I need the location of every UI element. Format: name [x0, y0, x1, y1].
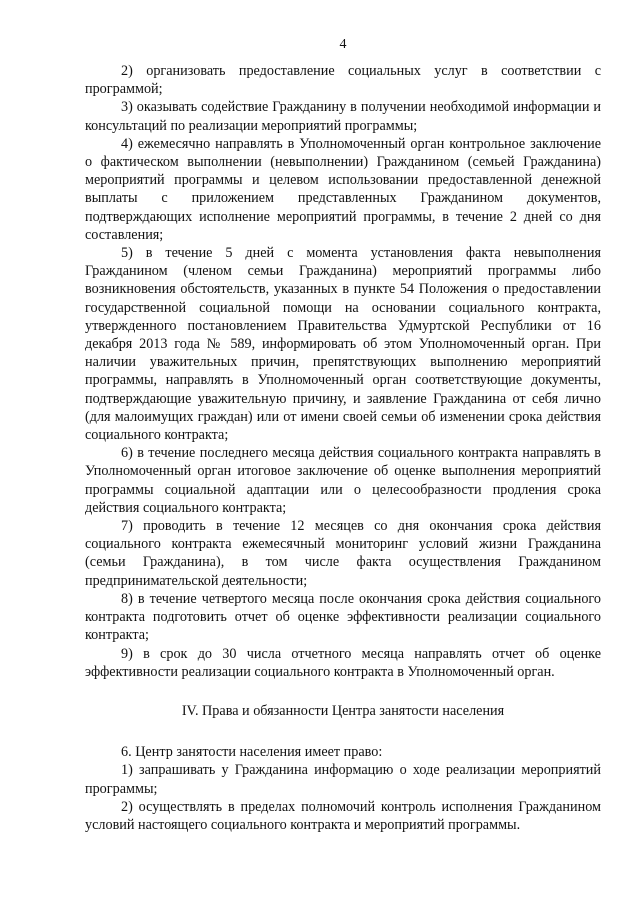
section-title: IV. Права и обязанности Центра занятости населения: [181, 702, 505, 719]
paragraph-item-9: 9) в срок до 30 числа отчетного месяца направлять отчет об оценке эффективности реализации социального контракта в Уполномоченный орган.: [85, 645, 601, 680]
paragraph-item-2: 2) организовать предоставление социальных услуг в соответствии с программой;: [85, 63, 601, 98]
paragraph-item-3: 3) оказывать содействие Гражданину в получении необходимой информации и консультаций по реализации мероприятий программы;: [85, 99, 601, 134]
paragraph-item-5: 5) в течение 5 дней с момента установления факта невыполнения Гражданином (членом семьи Гражданина) мероприятий программы либо возникновения обстоятельств, указанных в пункте 54 Положения о предоставлении государственной социальной помощи на основании социального контракта, утвержденного постановлением Правительства Удмуртской Республики от 16 декабря 2013 года № 589, информировать об этом Уполномоченный орган. При наличии уважительных причин, препятствующих выполнению мероприятий программы, направлять в Уполномоченный орган соответствующие документы, подтверждающие уважительную причину, и заявление Гражданина от себя лично (для малоимущих граждан) или от имени своей семьи об изменении срока действия социального контракта;: [85, 245, 601, 444]
clause-6-item-1: 1) запрашивать у Гражданина информацию о ходе реализации мероприятий программы;: [85, 762, 601, 797]
paragraph-item-8: 8) в течение четвертого месяца после окончания срока действия социального контракта подготовить отчет об оценке эффективности реализации социального контракта;: [85, 590, 601, 644]
paragraph-item-7: 7) проводить в течение 12 месяцев со дня окончания срока действия социального контракта ежемесячный мониторинг условий жизни Гражданина (семьи Гражданина), в том числе факта осуществления Гражданином предпринимательской деятельности;: [85, 518, 601, 589]
clause-6-item-2: 2) осуществлять в пределах полномочий контроль исполнения Гражданином условий настоящего социального контракта и мероприятий программы.: [85, 798, 601, 833]
page-number: 4: [339, 37, 347, 52]
paragraph-item-4: 4) ежемесячно направлять в Уполномоченный орган контрольное заключение о фактическом выполнении (невыполнении) Гражданином (семьей Гражданина) мероприятий программы и целевом использовании предоставленной денежной выплаты с приложением представленных Гражданином документов, подтверждающих исполнение мероприятий программы, в течение 2 дней со дня составления;: [85, 135, 601, 243]
paragraph-item-6: 6) в течение последнего месяца действия социального контракта направлять в Уполномоченный орган итоговое заключение об оценке выполнения мероприятий программы социальной адаптации или о целесообразности продления срока действия социального контракта;: [85, 445, 601, 516]
document-page: [85, 36, 601, 834]
clause-6-heading: 6. Центр занятости населения имеет право:: [121, 744, 383, 761]
